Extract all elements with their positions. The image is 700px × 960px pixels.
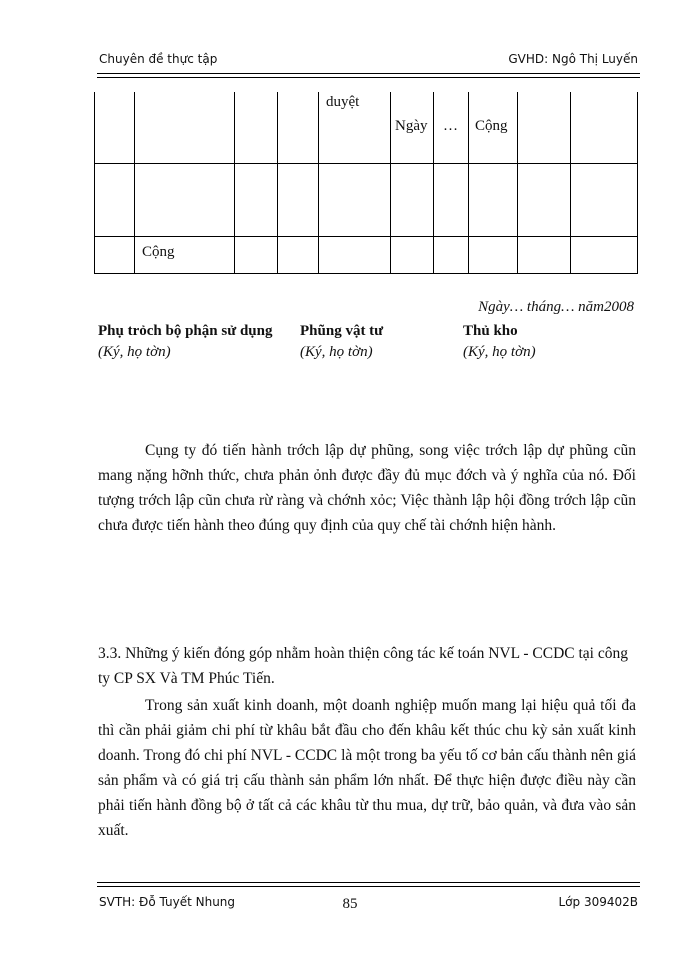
signature-title: Thủ kho [463,323,518,339]
table-row-line [94,236,638,237]
section-heading: 3.3. Những ý kiến đóng góp nhằm hoàn thiện công tác kế toán NVL - CCDC tại công ty CP SX Và TM Phúc Tiến. [98,645,628,687]
signature-block-user-dept [98,323,273,361]
table-col-line [570,92,571,274]
partial-table [94,92,638,274]
cell-ngay: Ngày [395,118,428,134]
header-rule-thin [97,77,640,78]
footer-rule [97,882,640,883]
table-col-line [433,92,434,274]
table-col-line [134,92,135,274]
signature-block-supply [300,323,383,361]
table-col-line [318,92,319,274]
signature-note: (Ký, họ tờn) [300,344,373,360]
footer-right: Lớp 309402B [558,895,638,909]
header-right: GVHD: Ngô Thị Luyến [508,52,638,66]
cell-cong-total: Cộng [142,244,175,260]
cell-duyet: duyệt [326,94,360,110]
page-number: 85 [342,896,358,912]
table-col-line [94,92,95,274]
table-col-line [468,92,469,274]
table-col-line [277,92,278,274]
table-row-line [94,273,638,274]
signature-date: Ngày… tháng… năm2008 [478,299,634,315]
signature-title: Phũng vật tư [300,323,384,339]
table-row-line [94,163,638,164]
signature-title: Phụ trỏch bộ phận sử dụng [98,323,273,339]
paragraph-production: Trong sản xuất kinh doanh, một doanh nghiệp muốn mang lại hiệu quả tối đa thì cần phải giảm chi phí từ khâu bắt đầu cho đến khâu kết thúc chu kỳ sản xuất kinh doanh. Trong đó chi phí NVL - CCDC là một trong ba yếu tố cơ bản cấu thành nên giá sản phẩm và có giá trị cấu thành sản phẩm lớn nhất. Để thực hiện được điều này cần phải tiến hành đồng bộ ở tất cả các khâu từ thu mua, dự trữ, bảo quản, và đưa vào sản xuất. [98,697,636,839]
table-col-line [390,92,391,274]
signature-note: (Ký, họ tờn) [463,344,536,360]
cell-cong-header: Cộng [475,118,508,134]
table-col-line [234,92,235,274]
signature-block-storekeeper [463,323,536,361]
header-left: Chuyên đề thực tập [99,52,218,66]
footer-left: SVTH: Đỗ Tuyết Nhung [99,895,236,909]
header-rule [97,73,640,74]
paragraph-provision: Cụng ty đó tiến hành trớch lập dự phũng, song việc trớch lập dự phũng cũn mang nặng hỡnh thức, chưa phản ỏnh được đầy đủ mục đớch và ý nghĩa của nó. Đối tượng trớch lập cũn chưa rừ ràng và chớnh xỏc; Việc thành lập hội đồng trớch lập cũn chưa được tiến hành theo đúng quy định của quy chế tài chớnh hiện hành. [98,442,636,534]
footer-rule-thin [97,886,640,887]
cell-ellipsis: … [443,118,458,134]
table-col-line [517,92,518,274]
signature-note: (Ký, họ tờn) [98,344,171,360]
table-col-line [637,92,638,274]
